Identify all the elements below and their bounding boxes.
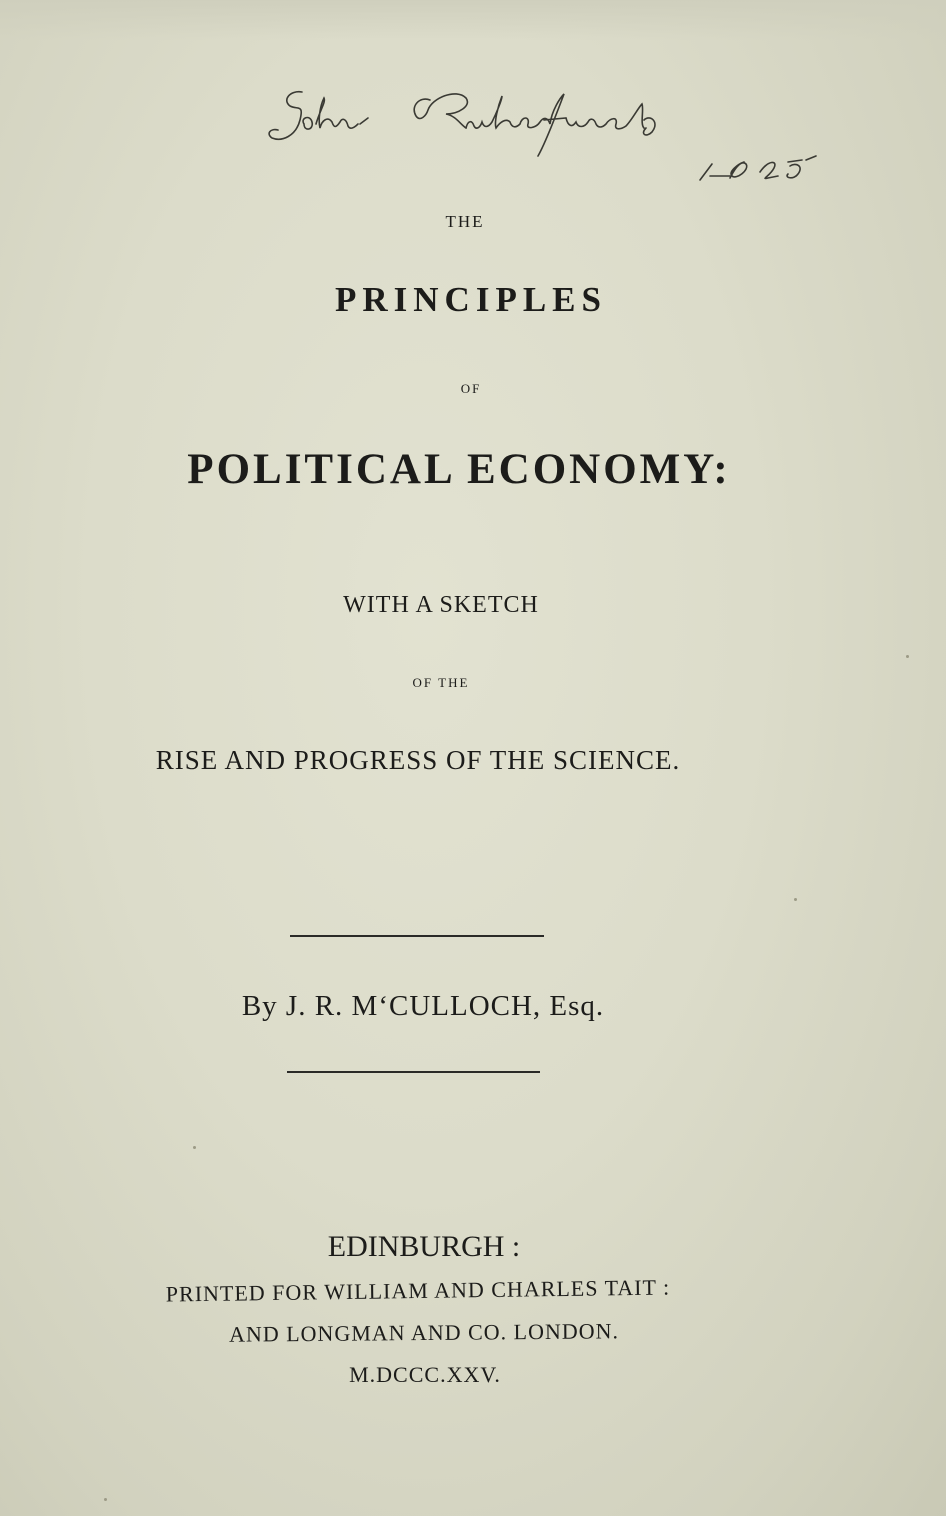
imprint-printer: PRINTED FOR WILLIAM AND CHARLES TAIT : [165,1274,671,1307]
imprint-date: M.DCCC.XXV. [349,1362,501,1387]
divider-rule-bottom [287,1071,540,1073]
title-the: THE [445,212,485,231]
signature-drawing [260,80,860,200]
subtitle-of-the: OF THE [412,675,470,690]
paper-speck [794,898,797,901]
subtitle-rise-and-progress: RISE AND PROGRESS OF THE SCIENCE. [155,745,681,775]
title-of: OF [460,381,482,396]
divider-rule-top [290,935,544,937]
imprint-place: EDINBURGH : [327,1230,521,1263]
paper-shadow [0,0,946,40]
author-line: By J. R. M‘CULLOCH, Esq. [241,990,605,1022]
title-principles: PRINCIPLES [335,280,607,319]
subtitle-with-a-sketch: WITH A SKETCH [343,592,539,618]
paper-speck [104,1498,107,1501]
paper-speck [906,655,909,658]
handwritten-signature [260,80,860,200]
main-title: POLITICAL ECONOMY: [187,446,731,493]
paper-speck [193,1146,196,1149]
imprint-publisher: AND LONGMAN AND CO. LONDON. [228,1318,620,1347]
